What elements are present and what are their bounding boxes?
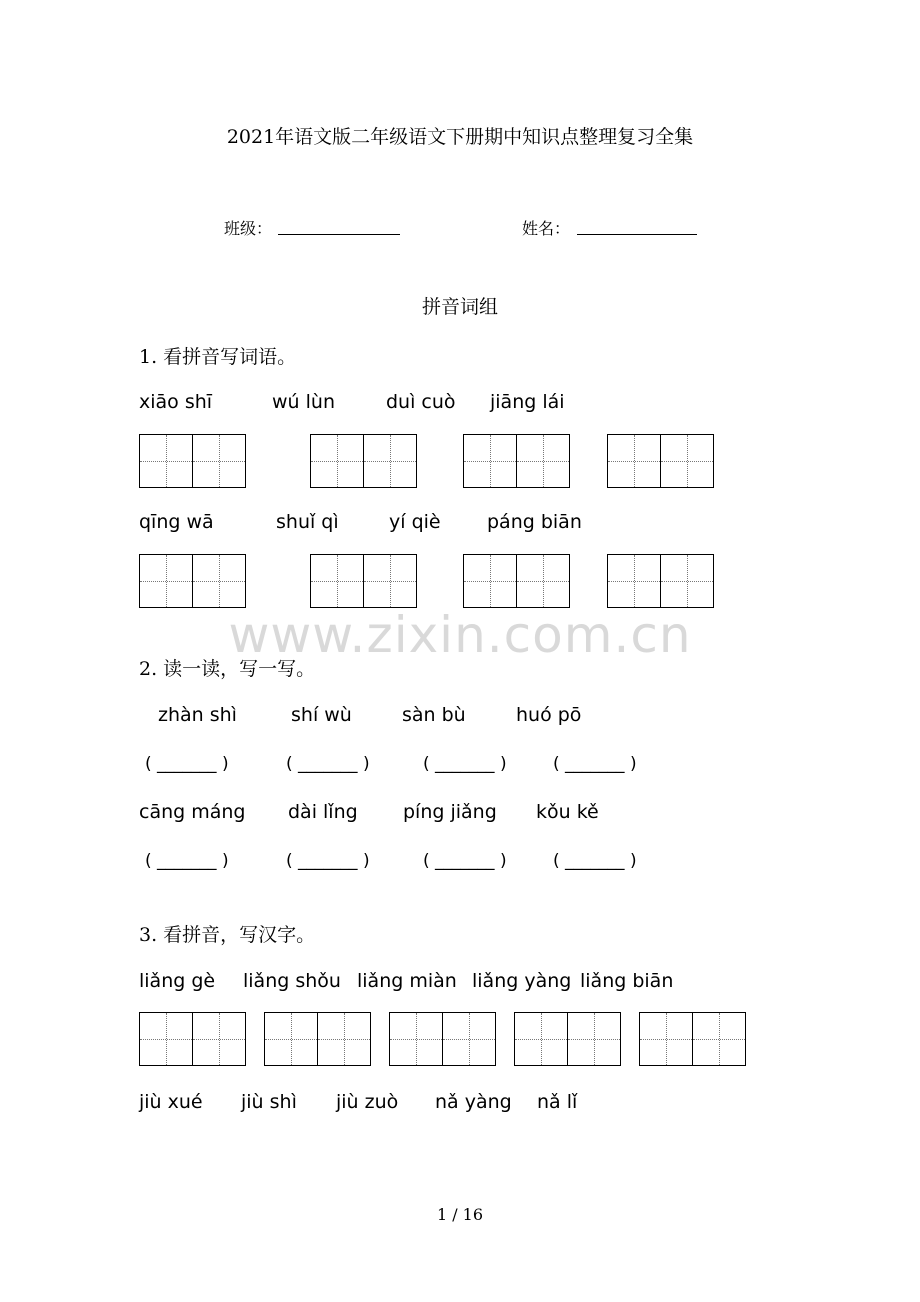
writing-cell[interactable]	[311, 555, 363, 607]
pinyin-item: jiāng lái	[490, 391, 565, 413]
writing-cell[interactable]	[311, 435, 363, 487]
question-2-title: 2. 读一读，写一写。	[139, 658, 316, 680]
answer-blank[interactable]: ( _______ )	[423, 754, 507, 774]
pinyin-item: dài lǐng	[288, 801, 358, 823]
pinyin-item: jiù xué	[139, 1091, 203, 1113]
pinyin-item: cāng máng	[139, 801, 246, 823]
writing-cell[interactable]	[660, 555, 713, 607]
writing-cell[interactable]	[317, 1013, 370, 1065]
writing-cell[interactable]	[608, 435, 660, 487]
question-1-title: 1. 看拼音写词语。	[139, 346, 297, 368]
writing-cell[interactable]	[516, 555, 569, 607]
writing-cell[interactable]	[640, 1013, 692, 1065]
pinyin-item: wú lùn	[272, 391, 335, 413]
pinyin-item: kǒu kě	[536, 801, 599, 823]
page-number: 1 / 16	[436, 1205, 484, 1224]
answer-blank[interactable]: ( _______ )	[286, 754, 370, 774]
answer-blank[interactable]: ( _______ )	[145, 851, 229, 871]
pinyin-item: shí wù	[291, 704, 352, 726]
writing-grid[interactable]	[463, 554, 570, 608]
writing-grid[interactable]	[310, 434, 417, 488]
writing-cell[interactable]	[516, 435, 569, 487]
writing-cell[interactable]	[515, 1013, 567, 1065]
writing-grid[interactable]	[139, 1012, 246, 1066]
writing-grid[interactable]	[514, 1012, 621, 1066]
pinyin-item: huó pō	[516, 704, 582, 726]
answer-blank[interactable]: ( _______ )	[553, 851, 637, 871]
writing-cell[interactable]	[192, 555, 245, 607]
name-blank[interactable]	[577, 234, 697, 235]
answer-blank[interactable]: ( _______ )	[145, 754, 229, 774]
pinyin-item: duì cuò	[386, 391, 456, 413]
writing-grid[interactable]	[607, 554, 714, 608]
pinyin-item: liǎng miàn	[357, 970, 457, 992]
class-label: 班级：	[224, 219, 273, 238]
answer-blank[interactable]: ( _______ )	[553, 754, 637, 774]
pinyin-item: nǎ yàng	[435, 1091, 512, 1113]
answer-blank[interactable]: ( _______ )	[286, 851, 370, 871]
writing-grid[interactable]	[607, 434, 714, 488]
section-title: 拼音词组	[421, 296, 498, 318]
writing-cell[interactable]	[390, 1013, 442, 1065]
writing-cell[interactable]	[608, 555, 660, 607]
writing-cell[interactable]	[140, 555, 192, 607]
pinyin-item: liǎng gè	[139, 970, 216, 992]
pinyin-item: qīng wā	[139, 511, 214, 533]
pinyin-item: yí qiè	[389, 511, 441, 533]
pinyin-item: liǎng yàng	[472, 970, 572, 992]
writing-grid[interactable]	[389, 1012, 496, 1066]
question-3-title: 3. 看拼音，写汉字。	[139, 924, 316, 946]
pinyin-item: jiù shì	[241, 1091, 297, 1113]
pinyin-item: píng jiǎng	[403, 801, 497, 823]
writing-cell[interactable]	[567, 1013, 620, 1065]
writing-grid[interactable]	[264, 1012, 371, 1066]
writing-grid[interactable]	[139, 554, 246, 608]
pinyin-item: liǎng biān	[580, 970, 674, 992]
pinyin-item: liǎng shǒu	[243, 970, 341, 992]
pinyin-item: xiāo shī	[139, 391, 213, 413]
pinyin-item: zhàn shì	[158, 704, 237, 726]
writing-cell[interactable]	[464, 555, 516, 607]
pinyin-item: páng biān	[487, 511, 582, 533]
pinyin-item: nǎ lǐ	[537, 1091, 578, 1113]
writing-cell[interactable]	[692, 1013, 745, 1065]
writing-cell[interactable]	[363, 435, 416, 487]
writing-cell[interactable]	[192, 1013, 245, 1065]
document-title: 2021年语文版二年级语文下册期中知识点整理复习全集	[226, 126, 694, 148]
pinyin-item: sàn bù	[402, 704, 466, 726]
writing-grid[interactable]	[139, 434, 246, 488]
writing-cell[interactable]	[660, 435, 713, 487]
writing-cell[interactable]	[140, 1013, 192, 1065]
pinyin-item: shuǐ qì	[276, 511, 339, 533]
name-label: 姓名：	[522, 219, 571, 238]
writing-grid[interactable]	[639, 1012, 746, 1066]
class-blank[interactable]	[278, 234, 400, 235]
writing-grid[interactable]	[310, 554, 417, 608]
writing-cell[interactable]	[464, 435, 516, 487]
writing-cell[interactable]	[192, 435, 245, 487]
writing-cell[interactable]	[442, 1013, 495, 1065]
writing-grid[interactable]	[463, 434, 570, 488]
writing-cell[interactable]	[265, 1013, 317, 1065]
watermark: www.zixin.com.cn	[228, 606, 692, 664]
writing-cell[interactable]	[140, 435, 192, 487]
pinyin-item: jiù zuò	[336, 1091, 399, 1113]
answer-blank[interactable]: ( _______ )	[423, 851, 507, 871]
writing-cell[interactable]	[363, 555, 416, 607]
